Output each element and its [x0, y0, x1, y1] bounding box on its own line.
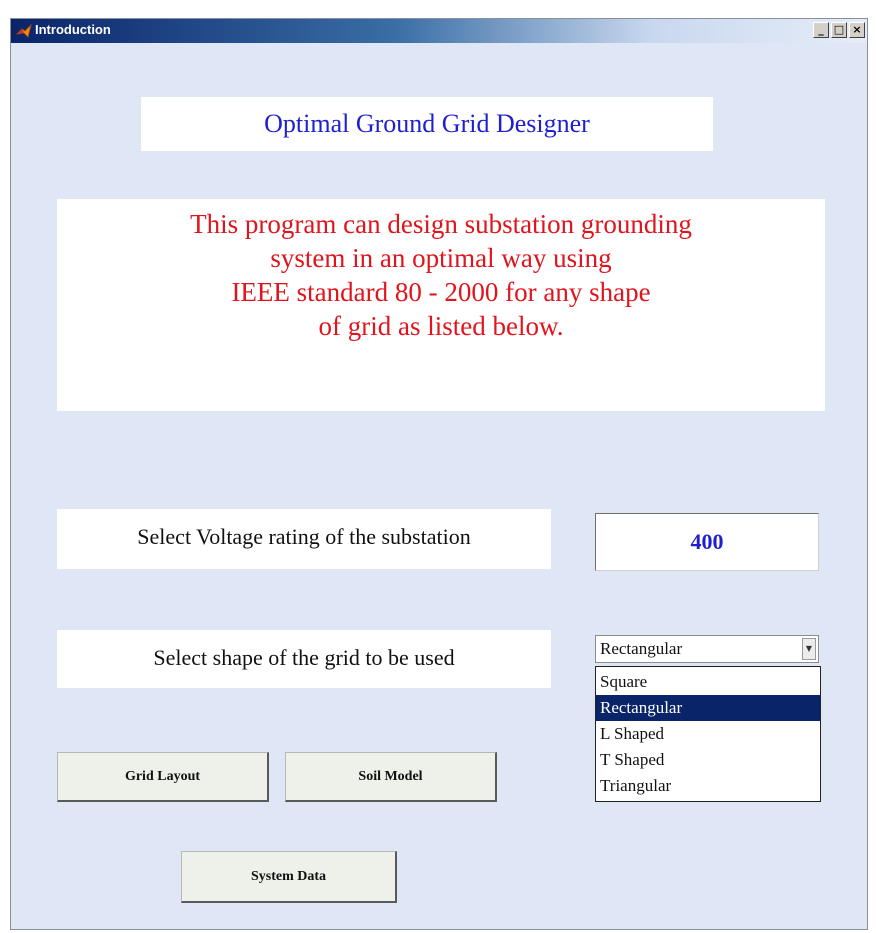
app-title: Optimal Ground Grid Designer [141, 97, 713, 151]
title-bar[interactable] [11, 19, 867, 43]
description-panel [57, 199, 825, 411]
dropdown-option-triangular[interactable]: Triangular [600, 776, 672, 795]
introduction-window [10, 18, 868, 930]
grid-shape-label: Select shape of the grid to be used [57, 630, 551, 688]
voltage-rating-label: Select Voltage rating of the substation [57, 509, 551, 569]
chevron-down-icon[interactable]: ▼ [802, 638, 816, 660]
dropdown-option-square[interactable]: Square [600, 672, 648, 691]
close-icon[interactable]: × [849, 22, 865, 38]
grid-layout-button[interactable]: Grid Layout [57, 752, 269, 802]
maximize-icon[interactable]: □ [831, 22, 847, 38]
description-line: IEEE standard 80 - 2000 for any shape [231, 277, 651, 307]
voltage-rating-input[interactable] [595, 513, 819, 571]
matlab-icon [16, 23, 32, 39]
description-line: of grid as listed below. [318, 311, 564, 341]
dropdown-option-t-shaped[interactable]: T Shaped [600, 750, 665, 769]
dropdown-option-rectangular[interactable]: Rectangular [596, 695, 820, 721]
description-line: system in an optimal way using [270, 243, 612, 273]
grid-shape-selected-value: Rectangular [600, 639, 683, 658]
window-title: Introduction [35, 22, 111, 37]
grid-shape-dropdown-list [595, 666, 821, 802]
grid-shape-select[interactable] [595, 635, 819, 663]
minimize-icon[interactable]: _ [813, 22, 829, 38]
window-controls [813, 22, 865, 38]
soil-model-button[interactable]: Soil Model [285, 752, 497, 802]
dropdown-option-l-shaped[interactable]: L Shaped [600, 724, 665, 743]
description-line: This program can design substation grounding [190, 209, 692, 239]
system-data-button[interactable]: System Data [181, 851, 397, 903]
